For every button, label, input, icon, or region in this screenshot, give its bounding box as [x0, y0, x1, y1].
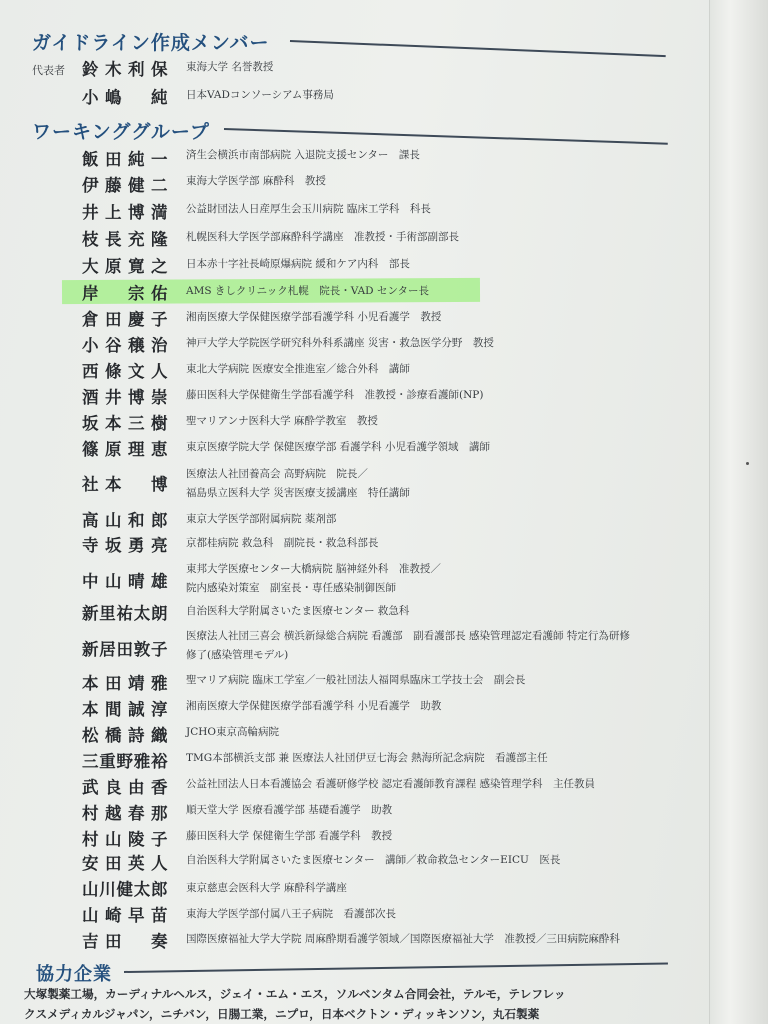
member-affiliation: TMG本部横浜支部 兼 医療法人社団伊豆七海会 熱海所記念病院 看護部主任 — [186, 752, 548, 764]
member-affiliation: 医療法人社団養高会 高野病院 院長／ — [186, 468, 368, 480]
member-name: 本間誠淳 — [82, 700, 168, 719]
member-affiliation: 公益財団法人日産厚生会玉川病院 臨床工学科 科長 — [186, 203, 431, 215]
member-affiliation: 自治医科大学附属さいたま医療センター 救急科 — [186, 605, 410, 617]
representative-label: 代表者 — [32, 64, 65, 77]
member-name: 新居田敦子 — [82, 640, 168, 659]
page-edge — [709, 0, 768, 1024]
member-name: 安田英人 — [82, 854, 168, 873]
speck — [746, 462, 749, 465]
member-affiliation: 東北大学病院 医療安全推進室／総合外科 講師 — [186, 363, 410, 375]
member-name: 村山陵子 — [82, 830, 168, 849]
member-affiliation: 東邦大学医療センター大橋病院 脳神経外科 准教授／ — [186, 563, 441, 575]
member-name: 中山晴雄 — [82, 572, 168, 591]
member-affiliation: 自治医科大学附属さいたま医療センター 講師／救命救急センターEICU 医長 — [186, 854, 561, 866]
section-rule-guideline — [290, 40, 666, 57]
member-name: 山川健太郎 — [82, 880, 168, 899]
member-name: 新里祐太朗 — [82, 604, 168, 623]
member-name: 岸 宗佑 — [82, 284, 168, 303]
member-affiliation: 聖マリア病院 臨床工学室／一般社団法人福岡県臨床工学技士会 副会長 — [186, 674, 526, 686]
member-name: 小谷穣治 — [82, 336, 168, 355]
member-affiliation: 東京慈恵会医科大学 麻酔科学講座 — [186, 882, 347, 894]
member-affiliation: 日本VADコンソーシアム事務局 — [186, 89, 334, 101]
member-name: 寺坂勇亮 — [82, 536, 168, 555]
company-line: 大塚製薬工場，カーディナルヘルス，ジェイ・エム・エス，ソルベンタム合同会社，テルモ，テレフレッ — [24, 987, 566, 1001]
member-name: 坂本三樹 — [82, 414, 168, 433]
member-name: 大原寛之 — [82, 257, 168, 276]
member-name: 三重野雅裕 — [82, 752, 168, 771]
member-name: 村越春那 — [82, 804, 168, 823]
member-name: 酒井博崇 — [82, 388, 168, 407]
member-affiliation: 湘南医療大学保健医療学部看護学科 小児看護学 助教 — [186, 700, 442, 712]
member-name: 枝長充隆 — [82, 230, 168, 249]
member-affiliation: 院内感染対策室 副室長・専任感染制御医師 — [186, 582, 396, 594]
member-affiliation: 順天堂大学 医療看護学部 基礎看護学 助教 — [186, 804, 393, 816]
member-affiliation: 東京大学医学部附属病院 薬剤部 — [186, 513, 337, 525]
member-name: 高山和郎 — [82, 511, 168, 530]
member-affiliation: 神戸大学大学院医学研究科外科系講座 災害・救急医学分野 教授 — [186, 337, 494, 349]
member-name: 小嶋 純 — [82, 88, 168, 107]
member-affiliation: 京都桂病院 救急科 副院長・救急科部長 — [186, 537, 379, 549]
member-affiliation: JCHO東京高輪病院 — [186, 726, 280, 738]
section-title-guideline: ガイドライン作成メンバー — [32, 32, 270, 54]
member-affiliation: 東海大学医学部 麻酔科 教授 — [186, 175, 326, 187]
member-name: 伊藤健二 — [82, 176, 168, 195]
member-affiliation: 東京医療学院大学 保健医療学部 看護学科 小児看護学領域 講師 — [186, 441, 491, 453]
member-affiliation: AMS きしクリニック札幌 院長・VAD センター長 — [186, 285, 430, 297]
member-name: 吉田 奏 — [82, 932, 168, 951]
member-name: 武良由香 — [82, 778, 168, 797]
section-rule-companies — [124, 962, 668, 972]
member-name: 山崎早苗 — [82, 906, 168, 925]
member-affiliation: 東海大学医学部付属八王子病院 看護部次長 — [186, 908, 396, 920]
company-line: クスメディカルジャパン，ニチバン，日腸工業，ニプロ，日本ベクトン・ディッキンソン，丸石製薬 — [24, 1007, 540, 1021]
member-name: 松橋詩織 — [82, 726, 168, 745]
section-title-working: ワーキンググループ — [32, 121, 210, 143]
member-affiliation: 国際医療福祉大学大学院 周麻酔期看護学領域／国際医療福祉大学 准教授／三田病院麻酔科 — [186, 933, 620, 945]
member-affiliation: 藤田医科大学 保健衛生学部 看護学科 教授 — [186, 830, 393, 842]
member-affiliation: 済生会横浜市南部病院 入退院支援センター 課長 — [186, 149, 420, 161]
member-affiliation: 日本赤十字社長崎原爆病院 緩和ケア内科 部長 — [186, 258, 410, 270]
member-affiliation: 修了(感染管理モデル) — [186, 649, 289, 661]
company-list — [24, 984, 724, 1024]
member-name: 飯田純一 — [82, 150, 168, 169]
member-name: 井上博満 — [82, 203, 168, 222]
section-title-companies: 協力企業 — [36, 964, 112, 985]
member-affiliation: 聖マリアンナ医科大学 麻酔学教室 教授 — [186, 415, 378, 427]
section-rule-working — [224, 128, 668, 144]
member-affiliation: 東海大学 名誉教授 — [186, 61, 274, 73]
member-name: 社本 博 — [82, 475, 168, 494]
member-affiliation: 福島県立医科大学 災害医療支援講座 特任講師 — [186, 487, 410, 499]
member-affiliation: 札幌医科大学医学部麻酔科学講座 准教授・手術部副部長 — [186, 231, 459, 243]
member-name: 倉田慶子 — [82, 310, 168, 329]
member-affiliation: 公益社団法人日本看護協会 看護研修学校 認定看護師教育課程 感染管理学科 主任教員 — [186, 778, 596, 790]
member-name: 鈴木利保 — [82, 60, 168, 79]
member-affiliation: 湘南医療大学保健医療学部看護学科 小児看護学 教授 — [186, 311, 442, 323]
member-affiliation: 藤田医科大学保健衛生学部看護学科 准教授・診療看護師(NP) — [186, 389, 484, 401]
member-name: 西條文人 — [82, 362, 168, 381]
member-affiliation: 医療法人社団三喜会 横浜新緑総合病院 看護部 副看護部長 感染管理認定看護師 特定行為研修 — [186, 630, 630, 642]
member-name: 本田靖雅 — [82, 674, 168, 693]
member-name: 篠原理恵 — [82, 440, 168, 459]
